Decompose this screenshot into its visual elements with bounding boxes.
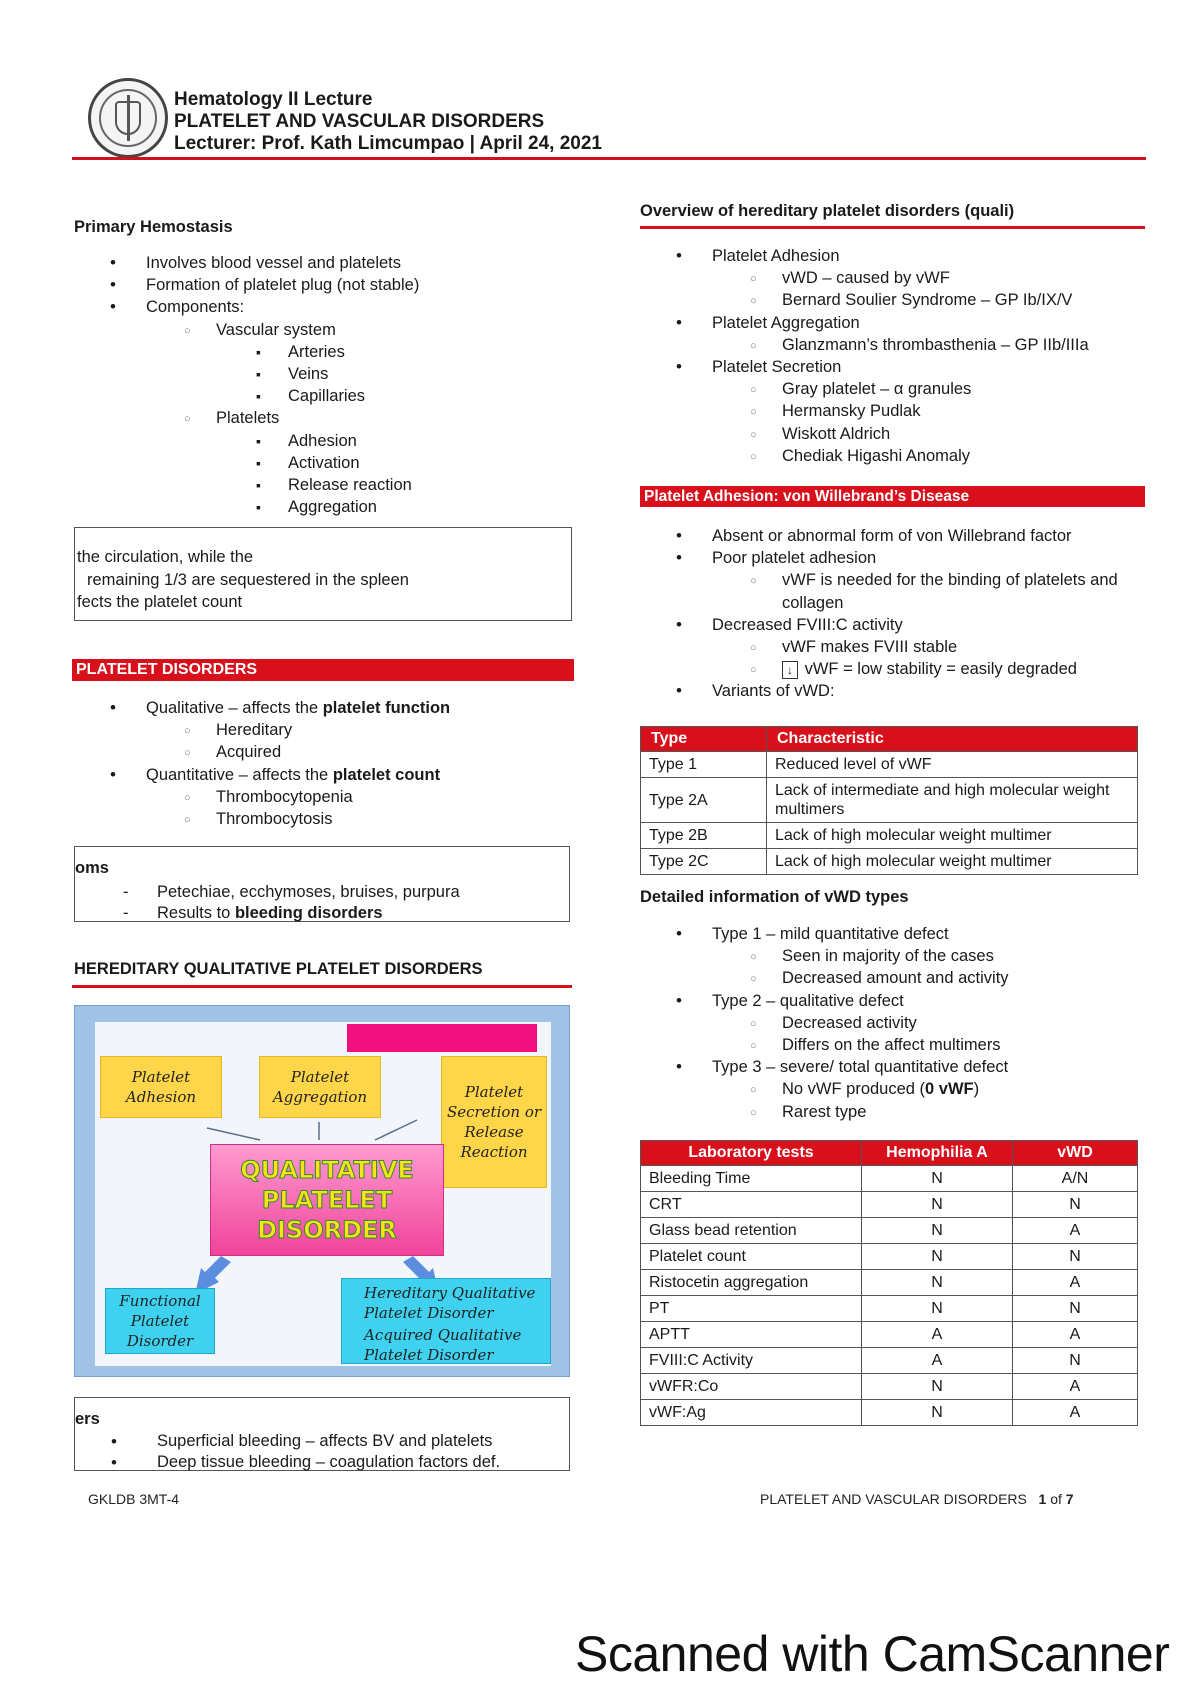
table-header: Hemophilia A [862, 1141, 1013, 1166]
list-item: • Variants of vWD: [640, 680, 1145, 702]
lab-tests-table [640, 1140, 1138, 1426]
list-item: ○ vWF makes FVIII stable [640, 636, 1145, 658]
table-row: Platelet count N N [641, 1244, 1138, 1270]
section-band-platelet-disorders: PLATELET DISORDERS [72, 659, 574, 681]
university-seal [88, 78, 168, 158]
list-item: • Involves blood vessel and platelets [74, 252, 574, 274]
table-header: Type [641, 727, 767, 752]
list-item: ▪ Aggregation [74, 496, 574, 518]
note-box-platelet-count [74, 527, 572, 621]
overview-section [640, 202, 1145, 467]
list-item: ○ Acquired [74, 741, 574, 763]
section-band-vwd: Platelet Adhesion: von Willebrand’s Disease [640, 486, 1145, 507]
table-row: vWFR:Co N A [641, 1374, 1138, 1400]
list-item: ○ ↓ vWF = low stability = easily degraded [640, 658, 1145, 680]
table-row: Bleeding Time N A/N [641, 1166, 1138, 1192]
list-item: ○ Chediak Higashi Anomaly [640, 445, 1145, 467]
note-box-symptoms [74, 846, 570, 922]
list-item: • Quantitative – affects the platelet count ○ Thrombocytopenia ○ Thrombocytosis [74, 764, 574, 831]
list-item: • Type 1 – mild quantitative defect ○ Seen in majority of the cases ○ Decreased amount and activity [640, 923, 1145, 990]
table-row: PT N N [641, 1296, 1138, 1322]
list-item: ○ vWF is needed for the binding of platelets and collagen [640, 569, 1145, 613]
list-item: ○ Gray platelet – α granules [640, 378, 1145, 400]
list-item: • Type 3 – severe/ total quantitative defect ○ No vWF produced (0 vWF) ○ Rarest type [640, 1056, 1145, 1123]
list-item: ▪ Veins [74, 363, 574, 385]
table-row: APTT A A [641, 1322, 1138, 1348]
section-rule [640, 226, 1145, 229]
table-row: vWF:Ag N A [641, 1400, 1138, 1426]
list-item: ○ Decreased amount and activity [640, 967, 1145, 989]
box-platelet-secretion: Platelet Secretion or Release Reaction [441, 1056, 547, 1188]
table-row: CRT N N [641, 1192, 1138, 1218]
list-item: • Qualitative – affects the platelet function ○ Hereditary ○ Acquired [74, 697, 574, 764]
list-item: ○ Thrombocytosis [74, 808, 574, 830]
section-title: Overview of hereditary platelet disorders (quali) [640, 202, 1015, 220]
vwd-variants-table [640, 726, 1138, 875]
list-item: • Platelet Aggregation ○ Glanzmann’s thrombasthenia – GP IIb/IIIa [640, 312, 1145, 356]
box-hereditary-acquired [341, 1278, 551, 1364]
list-item: Acquired Qualitative Platelet Disorder [364, 1326, 522, 1364]
list-item: • Platelet Adhesion ○ vWD – caused by vWF ○ Bernard Soulier Syndrome – GP Ib/IX/V [640, 245, 1145, 312]
list-item: - Petechiae, ecchymoses, bruises, purpura [75, 882, 569, 903]
box-platelet-adhesion: Platelet Adhesion [100, 1056, 222, 1118]
list-item: • Deep tissue bleeding – coagulation factors def. [75, 1452, 569, 1473]
list-item: ○ Platelets ▪ Adhesion ▪ Activation ▪ Release reaction ▪ Aggregation [74, 407, 574, 518]
center-box-qualitative: QUALITATIVE PLATELET DISORDER [210, 1144, 444, 1256]
list-item: ○ Vascular system ▪ Arteries ▪ Veins ▪ Capillaries [74, 319, 574, 408]
note-line: remaining 1/3 are sequestered in the spleen [87, 570, 409, 589]
note-line: the circulation, while the [77, 548, 254, 566]
table-header: Characteristic [767, 727, 1138, 752]
list-item: ○ Glanzmann’s thrombasthenia – GP IIb/IIIa [640, 334, 1145, 356]
diagram-pane [95, 1022, 551, 1366]
table-row: Ristocetin aggregation N A [641, 1270, 1138, 1296]
vwd-section [640, 525, 1145, 703]
document-header [174, 89, 602, 155]
note-line: fects the platelet count [77, 593, 243, 611]
detailed-vwd-section [640, 888, 1145, 1123]
note-box-bleeding [74, 1397, 570, 1471]
list-item: ▪ Release reaction [74, 474, 574, 496]
section-title-hereditary: HEREDITARY QUALITATIVE PLATELET DISORDERS [74, 960, 483, 978]
list-item: ○ Hereditary [74, 719, 574, 741]
list-item: ▪ Arteries [74, 341, 574, 363]
camscanner-watermark: Scanned with CamScanner [575, 1626, 1170, 1682]
list-item: • Type 2 – qualitative defect ○ Decreased activity ○ Differs on the affect multimers [640, 990, 1145, 1057]
table-row: Type 1 Reduced level of vWF [641, 752, 1138, 778]
table-row: Type 2C Lack of high molecular weight multimer [641, 849, 1138, 875]
lecturer-date: Lecturer: Prof. Kath Limcumpao | April 24, 2021 [174, 133, 603, 154]
footer-page-info: PLATELET AND VASCULAR DISORDERS 1 of 7 [760, 1491, 1074, 1507]
table-row: FVIII:C Activity A N [641, 1348, 1138, 1374]
note-heading: ers [75, 1410, 100, 1428]
primary-hemostasis-section [74, 218, 574, 518]
down-arrow-icon: ↓ [782, 661, 798, 679]
list-item: • Platelet Secretion ○ Gray platelet – α granules ○ Hermansky Pudlak ○ Wiskott Aldrich ○ Chediak Higashi Anomaly [640, 356, 1145, 467]
lab-tests-table-wrap [640, 1140, 1138, 1426]
vwd-variants-table-wrap [640, 726, 1138, 875]
section-title: Primary Hemostasis [74, 218, 233, 236]
platelet-disorders-section [74, 697, 574, 830]
lecture-title: PLATELET AND VASCULAR DISORDERS [174, 111, 545, 132]
table-row: Type 2A Lack of intermediate and high molecular weight multimers [641, 778, 1138, 823]
list-item: ○ Hermansky Pudlak [640, 400, 1145, 422]
list-item: ○ Decreased activity [640, 1012, 1145, 1034]
list-item: ○ Wiskott Aldrich [640, 423, 1145, 445]
list-item: • Components: ○ Vascular system ▪ Arteries ▪ Veins ▪ Capillaries ○ Platelets ▪ Adhesion ▪ Activation ▪ Release reaction ▪ Aggregation [74, 296, 574, 518]
list-item: ▪ Activation [74, 452, 574, 474]
table-row: Glass bead retention N A [641, 1218, 1138, 1244]
list-item: ○ Thrombocytopenia [74, 786, 574, 808]
list-item: - Results to bleeding disorders [75, 903, 569, 924]
list-item: • Superficial bleeding – affects BV and platelets [75, 1431, 569, 1452]
list-item: • Poor platelet adhesion ○ vWF is needed for the binding of platelets and collagen [640, 547, 1145, 614]
list-item: • Decreased FVIII:C activity ○ vWF makes FVIII stable ○ ↓ vWF = low stability = easily degraded [640, 614, 1145, 681]
list-item: ○ Differs on the affect multimers [640, 1034, 1145, 1056]
header-divider [72, 157, 1146, 160]
box-functional-disorder: Functional Platelet Disorder [105, 1288, 215, 1354]
list-item: ○ Rarest type [640, 1101, 1145, 1123]
list-item: • Absent or abnormal form of von Willebrand factor [640, 525, 1145, 547]
table-row: Type 2B Lack of high molecular weight multimer [641, 823, 1138, 849]
list-item: • Formation of platelet plug (not stable) [74, 274, 574, 296]
list-item: ○ vWD – caused by vWF [640, 267, 1145, 289]
footer-code: GKLDB 3MT-4 [88, 1491, 180, 1507]
table-header: Laboratory tests [641, 1141, 862, 1166]
list-item: ○ Seen in majority of the cases [640, 945, 1145, 967]
section-rule [72, 985, 572, 988]
section-title: Detailed information of vWD types [640, 888, 909, 906]
qualitative-disorder-diagram [74, 1005, 570, 1377]
list-item: ▪ Adhesion [74, 430, 574, 452]
course-title: Hematology II Lecture [174, 89, 373, 110]
list-item: ○ Bernard Soulier Syndrome – GP Ib/IX/V [640, 289, 1145, 311]
list-item: ▪ Capillaries [74, 385, 574, 407]
box-platelet-aggregation: Platelet Aggregation [259, 1056, 381, 1118]
note-heading: oms [75, 859, 109, 877]
list-item: Hereditary Qualitative Platelet Disorder [364, 1284, 536, 1322]
list-item: ○ No vWF produced (0 vWF) [640, 1078, 1145, 1100]
table-header: vWD [1013, 1141, 1138, 1166]
